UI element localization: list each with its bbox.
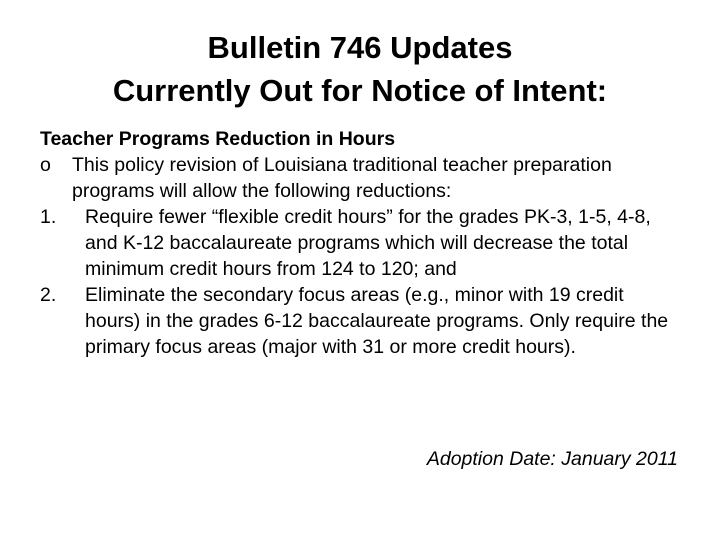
title-line-1: Bulletin 746 Updates (207, 30, 513, 65)
numbered-item-2-marker: 2. (40, 284, 57, 306)
numbered-item-1-marker: 1. (40, 206, 57, 228)
numbered-item-1 (40, 204, 680, 282)
bullet-marker: o (40, 154, 51, 176)
numbered-item-1-text: Require fewer “flexible credit hours” for the grades PK-3, 1-5, 4-8, and K-12 baccalaureate programs which will decrease the total minimum credit hours from 124 to 120; and (85, 206, 651, 280)
slide-body (40, 126, 680, 360)
adoption-date: Adoption Date: January 2011 (426, 448, 678, 470)
title-line-2: Currently Out for Notice of Intent: (112, 73, 608, 108)
bullet-text: This policy revision of Louisiana traditional teacher preparation programs will allow the following reductions: (72, 154, 612, 202)
section-heading: Teacher Programs Reduction in Hours (40, 128, 396, 150)
slide-title (40, 26, 680, 112)
numbered-item-2-text: Eliminate the secondary focus areas (e.g., minor with 19 credit hours) in the grades 6-12 baccalaureate programs. Only require the primary focus areas (major with 31 or more credit hours). (85, 284, 669, 358)
bullet-item (40, 152, 680, 204)
numbered-item-2 (40, 282, 680, 360)
